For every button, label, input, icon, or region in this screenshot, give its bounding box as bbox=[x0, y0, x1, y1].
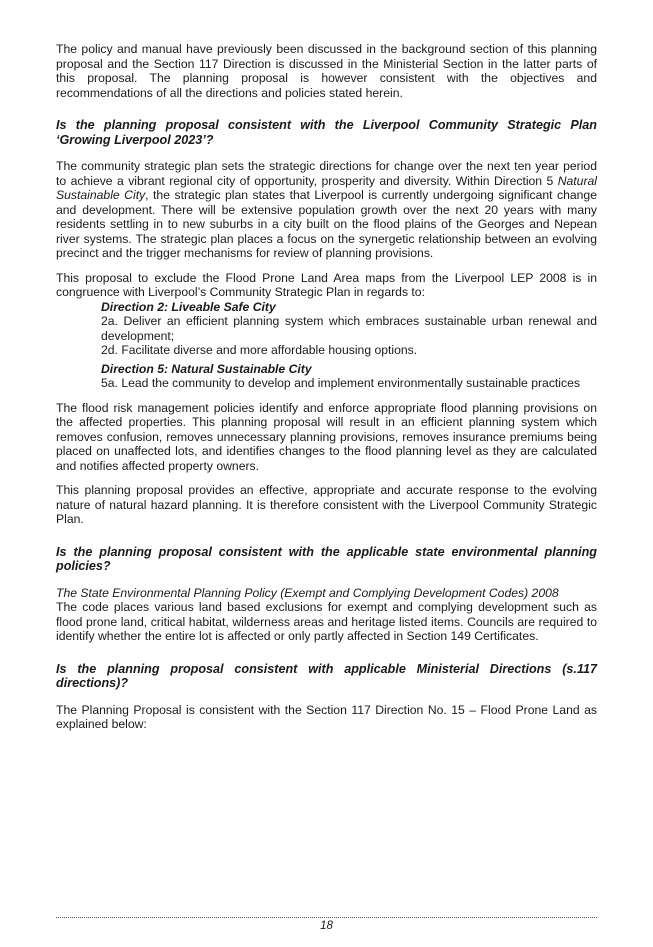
direction-2a-item: 2a. Deliver an efficient planning system which embraces sustainable urban renewal and development; bbox=[101, 314, 597, 343]
heading-ministerial-directions: Is the planning proposal consistent with applicable Ministerial Directions (s.117 directions)? bbox=[56, 661, 597, 690]
directions-list bbox=[101, 300, 597, 391]
direction-2-title: Direction 2: Liveable Safe City bbox=[101, 299, 276, 314]
page-number: 18 bbox=[320, 920, 333, 932]
flood-risk-paragraph: The flood risk management policies identify and enforce appropriate flood planning provisions on the affected properties. This planning proposal will result in an efficient planning system which removes confusion, removes unnecessary planning provisions, removes insurance premiums being placed on unaffected lots, and identifies changes to the flood planning level as they are calculated and notifies affected property owners. bbox=[56, 400, 597, 473]
conclusion-paragraph: This planning proposal provides an effective, appropriate and accurate response to the evolving nature of natural hazard planning. It is therefore consistent with the Liverpool Community Strategic Plan. bbox=[56, 483, 597, 526]
intro-paragraph: The policy and manual have previously been discussed in the background section of this planning proposal and the Section 117 Direction is discussed in the Ministerial Section in the latter parts of this proposal. The planning proposal is however consistent with the objectives and recommendations of all the directions and policies stated herein. bbox=[56, 42, 597, 100]
congruence-paragraph: This proposal to exclude the Flood Prone Land Area maps from the Liverpool LEP 2008 is in congruence with Liverpool’s Community Strategic Plan in regards to: bbox=[56, 270, 597, 299]
direction-5-title: Direction 5: Natural Sustainable City bbox=[101, 361, 312, 376]
direction-2d-item: 2d. Facilitate diverse and more affordable housing options. bbox=[101, 343, 418, 357]
heading-community-strategic-plan: Is the planning proposal consistent with the Liverpool Community Strategic Plan ‘Growing Liverpool 2023’? bbox=[56, 118, 597, 147]
section-117-paragraph: The Planning Proposal is consistent with the Section 117 Direction No. 15 – Flood Prone Land as explained below: bbox=[56, 702, 597, 731]
direction-5-italic: Natural Sustainable City bbox=[56, 173, 597, 202]
strategic-plan-text-1: The community strategic plan sets the strategic directions for change over the next ten year period to achieve a vibrant regional city of opportunity, prosperity and diversity. Within Direction 5 bbox=[56, 159, 597, 188]
strategic-plan-text-2: , the strategic plan states that Liverpool is currently undergoing significant change and development. There will be extensive population growth over the next 20 years with many residents settling in to new suburbs in a city built on the flood plains of the Georges and Nepean river systems. The strategic plan places a focus on the synergetic relationship between an evolving precinct and the trigger mechanisms for review of planning provisions. bbox=[56, 188, 597, 260]
code-paragraph: The code places various land based exclusions for exempt and complying development such as flood prone land, critical habitat, wilderness areas and heritage listed items. Councils are required to identify whether the entire lot is affected or only partly affected in Section 149 Certificates. bbox=[56, 600, 597, 643]
heading-state-policies: Is the planning proposal consistent with the applicable state environmental planning policies? bbox=[56, 544, 597, 573]
direction-5a-item: 5a. Lead the community to develop and implement environmentally sustainable practices bbox=[101, 376, 580, 390]
sepp-title: The State Environmental Planning Policy (Exempt and Complying Development Codes) 2008 bbox=[56, 585, 559, 600]
document-page bbox=[56, 42, 597, 732]
strategic-plan-paragraph bbox=[56, 159, 597, 261]
footer-divider bbox=[56, 917, 597, 918]
